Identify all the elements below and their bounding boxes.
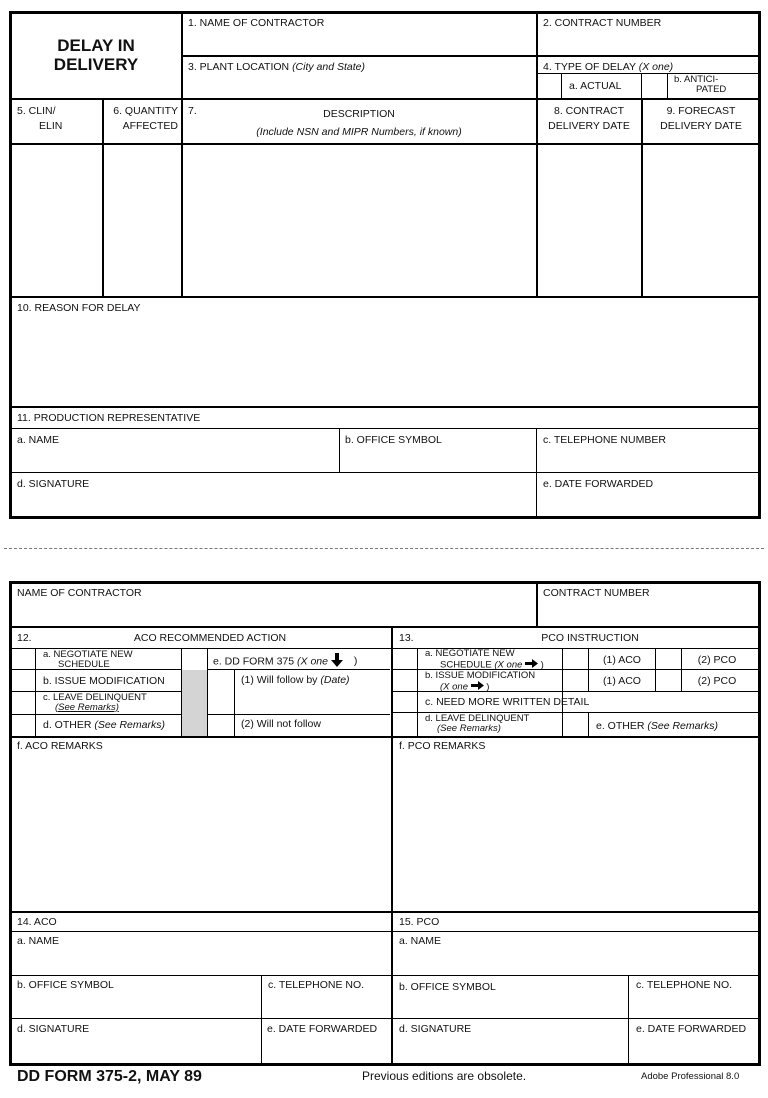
aco-signature-label: d. SIGNATURE xyxy=(17,1023,90,1035)
aco-other: d. OTHER (See Remarks) xyxy=(43,719,165,731)
down-arrow-icon xyxy=(331,653,343,670)
aco-date-forwarded-label: e. DATE FORWARDED xyxy=(267,1023,378,1035)
right-arrow-icon xyxy=(525,659,538,671)
pco-a-pco-option: (2) PCO xyxy=(697,654,737,666)
aco-telephone-label: c. TELEPHONE NO. xyxy=(268,979,365,991)
aco-issue-modification: b. ISSUE MODIFICATION xyxy=(43,675,165,687)
pco-telephone-label: c. TELEPHONE NO. xyxy=(636,979,733,991)
pco-issue-modification: b. ISSUE MODIFICATION (X one ) xyxy=(425,670,536,692)
contract-delivery-date-label: 8. CONTRACT DELIVERY DATE xyxy=(548,105,630,132)
pco-office-symbol-label: b. OFFICE SYMBOL xyxy=(399,981,496,993)
pco-leave-delinquent: d. LEAVE DELINQUENT (See Remarks) xyxy=(425,713,530,734)
rep-signature-label: d. SIGNATURE xyxy=(17,478,90,490)
description-number: 7. xyxy=(188,105,197,117)
forecast-delivery-date-label: 9. FORECAST DELIVERY DATE xyxy=(660,105,742,132)
obsolete-notice: Previous editions are obsolete. xyxy=(362,1069,527,1083)
right-arrow-icon xyxy=(471,681,484,693)
form-title: DELAY IN DELIVERY xyxy=(53,36,139,74)
aco-will-not-follow: (2) Will not follow xyxy=(241,718,321,730)
pco-negotiate-new-schedule: a. NEGOTIATE NEW SCHEDULE (X one ) xyxy=(425,648,544,670)
pco-need-more-written-detail: c. NEED MORE WRITTEN DETAIL xyxy=(425,696,590,708)
pco-instruction-title: PCO INSTRUCTION xyxy=(541,632,639,644)
quantity-label: 6. QUANTITY AFFECTED xyxy=(113,105,178,132)
rep-name-label: a. NAME xyxy=(17,434,60,446)
pco-other: e. OTHER (See Remarks) xyxy=(596,720,718,732)
contract-number-label: 2. CONTRACT NUMBER xyxy=(543,17,662,29)
pco-remarks-label: f. PCO REMARKS xyxy=(399,740,486,752)
bottom-contract-number-label: CONTRACT NUMBER xyxy=(543,587,650,599)
aco-name-label: a. NAME xyxy=(17,935,60,947)
aco-section-number: 12. xyxy=(17,632,32,644)
description-label: DESCRIPTION (Include NSN and MIPR Numbers, if known) xyxy=(256,108,462,138)
pco-section-label: 15. PCO xyxy=(399,916,440,928)
aco-leave-delinquent: c. LEAVE DELINQUENT (See Remarks) xyxy=(43,692,147,713)
aco-will-follow-by: (1) Will follow by (Date) xyxy=(241,674,350,686)
pco-name-label: a. NAME xyxy=(399,935,442,947)
contractor-name-label: 1. NAME OF CONTRACTOR xyxy=(188,17,325,29)
type-of-delay-label: 4. TYPE OF DELAY (X one) xyxy=(543,61,674,73)
software-note: Adobe Professional 8.0 xyxy=(641,1071,740,1082)
aco-recommended-action-title: ACO RECOMMENDED ACTION xyxy=(133,632,287,644)
rep-date-forwarded-label: e. DATE FORWARDED xyxy=(543,478,654,490)
aco-office-symbol-label: b. OFFICE SYMBOL xyxy=(17,979,114,991)
form-id: DD FORM 375-2, MAY 89 xyxy=(17,1068,202,1085)
pco-signature-label: d. SIGNATURE xyxy=(399,1023,472,1035)
actual-label: a. ACTUAL xyxy=(569,80,622,92)
aco-dd-form-375: e. DD FORM 375 (X one ) xyxy=(213,653,357,670)
plant-location-label: 3. PLANT LOCATION (City and State) xyxy=(188,61,366,73)
aco-section-label: 14. ACO xyxy=(17,916,57,928)
anticipated-label: b. ANTICI- PATED xyxy=(674,74,727,95)
rep-office-symbol-label: b. OFFICE SYMBOL xyxy=(345,434,442,446)
production-rep-label: 11. PRODUCTION REPRESENTATIVE xyxy=(17,412,201,424)
pco-date-forwarded-label: e. DATE FORWARDED xyxy=(636,1023,747,1035)
rep-telephone-label: c. TELEPHONE NUMBER xyxy=(543,434,666,446)
aco-negotiate-new-schedule: a. NEGOTIATE NEW SCHEDULE xyxy=(43,649,133,670)
aco-remarks-label: f. ACO REMARKS xyxy=(17,740,103,752)
bottom-contractor-name-label: NAME OF CONTRACTOR xyxy=(17,587,142,599)
pco-b-pco-option: (2) PCO xyxy=(697,675,737,687)
clin-label: 5. CLIN/ ELIN xyxy=(17,105,63,132)
pco-b-aco-option: (1) ACO xyxy=(603,675,641,687)
pco-a-aco-option: (1) ACO xyxy=(603,654,641,666)
reason-for-delay-label: 10. REASON FOR DELAY xyxy=(17,302,141,314)
pco-section-number: 13. xyxy=(399,632,414,644)
cut-line xyxy=(4,548,764,549)
